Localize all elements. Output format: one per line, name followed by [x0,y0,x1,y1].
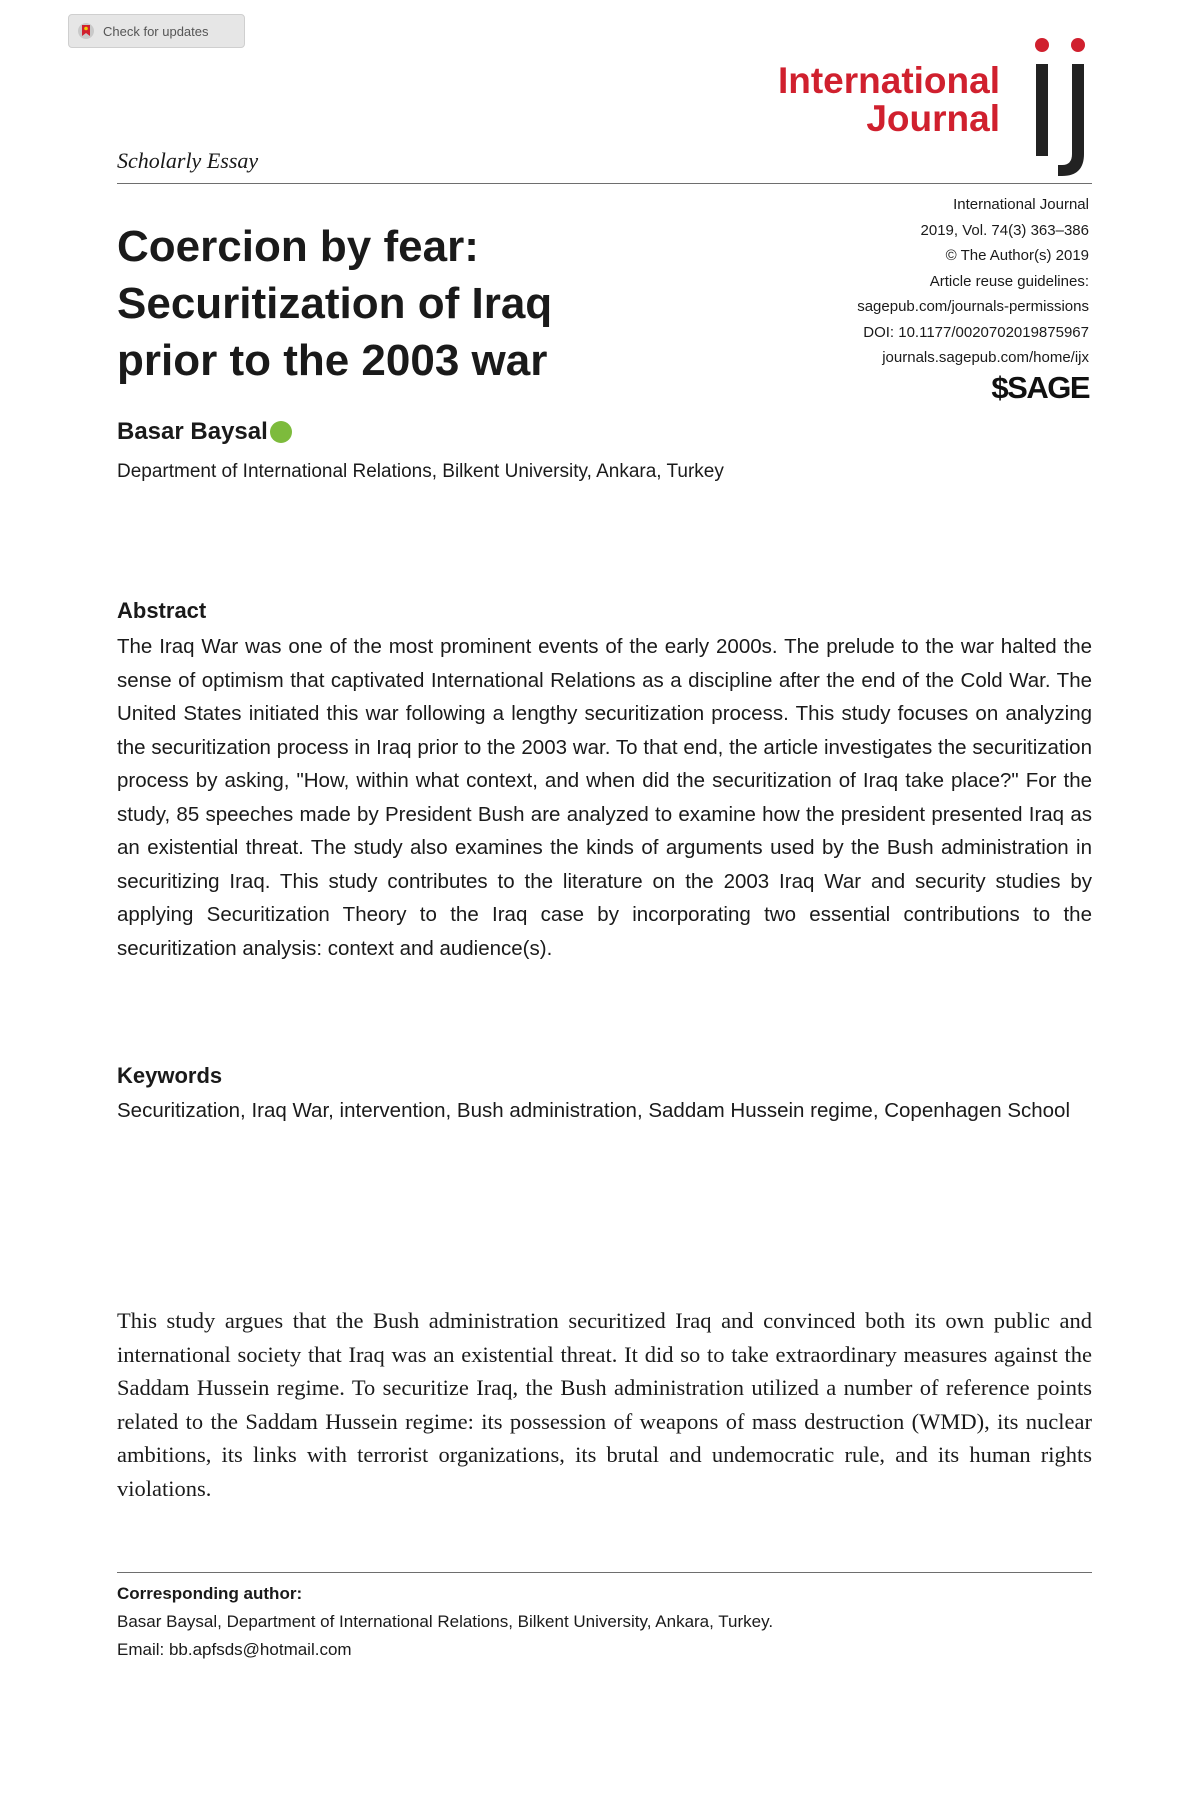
keywords-text: Securitization, Iraq War, intervention, Bush administration, Saddam Hussein regime, Copenhagen School [117,1099,1070,1122]
title-line-2: Securitization of Iraq [117,279,553,328]
meta-doi[interactable]: DOI: 10.1177/0020702019875967 [863,323,1089,341]
title-line-1: Coercion by fear: [117,222,479,271]
sage-s-icon: $ [991,370,1008,405]
author-block [117,418,292,446]
publication-metadata [769,192,1089,371]
corresponding-author-address: Basar Baysal, Department of International Relations, Bilkent University, Ankara, Turkey. [117,1612,774,1631]
author-name: Basar Baysal [117,418,268,445]
sage-logo-text: SAGE [1007,370,1089,405]
corresponding-author-block [117,1580,1092,1664]
corresponding-author-heading: Corresponding author: [117,1584,303,1603]
footer-divider [117,1572,1092,1573]
meta-volume: 2019, Vol. 74(3) 363–386 [920,221,1089,239]
journal-logo-line2: Journal [866,98,1000,139]
check-for-updates-label: Check for updates [103,23,209,39]
meta-homepage-link[interactable]: journals.sagepub.com/home/ijx [882,349,1089,366]
title-line-3: prior to the 2003 war [117,336,548,385]
header-divider [117,183,1092,184]
keywords-heading: Keywords [117,1063,223,1088]
orcid-icon[interactable] [270,421,292,443]
sage-publisher-logo [991,370,1089,406]
crossmark-icon [77,22,95,40]
meta-journal: International Journal [953,196,1089,213]
check-for-updates-button[interactable] [68,14,245,48]
abstract-text: The Iraq War was one of the most prominent events of the early 2000s. The prelude to the war halted the sense of optimism that captivated International Relations as a discipline after the end of the Cold War. The United States initiated this war following a lengthy securitization process. This study focuses on analyzing the securitization process in Iraq prior to the 2003 war. To that end, the article investigates the securitization process by asking, "How, within what context, and when did the securitization of Iraq take place?" For the study, 85 speeches made by President Bush are analyzed to examine how the president presented Iraq as an existential threat. The study also examines the kinds of arguments used by the Bush administration in securitizing Iraq. This study contributes to the literature on the 2003 Iraq War and security studies by applying Securitization Theory to the Iraq case by incorporating two essential contributions to the securitization analysis: context and audience(s). [117,635,1092,960]
journal-logo-text [778,62,1000,138]
author-affiliation: Department of International Relations, Bilkent University, Ankara, Turkey [117,461,724,482]
meta-reuse-link[interactable]: sagepub.com/journals-permissions [857,298,1089,315]
body-paragraph: This study argues that the Bush administration securitized Iraq and convinced both its own public and international society that Iraq was an existential threat. It did so to take extraordinary measures against the Saddam Hussein regime. To securitize Iraq, the Bush administration utilized a number of reference points related to the Saddam Hussein regime: its possession of weapons of mass destruction (WMD), its nuclear ambitions, its links with terrorist organizations, its brutal and undemocratic rule, and its human rights violations. [117,1308,1092,1501]
article-title [117,218,677,389]
journal-logo-line1: International [777,60,1000,101]
corresponding-author-email[interactable]: Email: bb.apfsds@hotmail.com [117,1640,352,1659]
section-label: Scholarly Essay [117,148,259,173]
meta-reuse: Article reuse guidelines: [929,272,1089,290]
journal-ij-logo-icon [1032,36,1088,178]
abstract-heading: Abstract [117,598,207,623]
meta-copyright: © The Author(s) 2019 [945,247,1089,264]
